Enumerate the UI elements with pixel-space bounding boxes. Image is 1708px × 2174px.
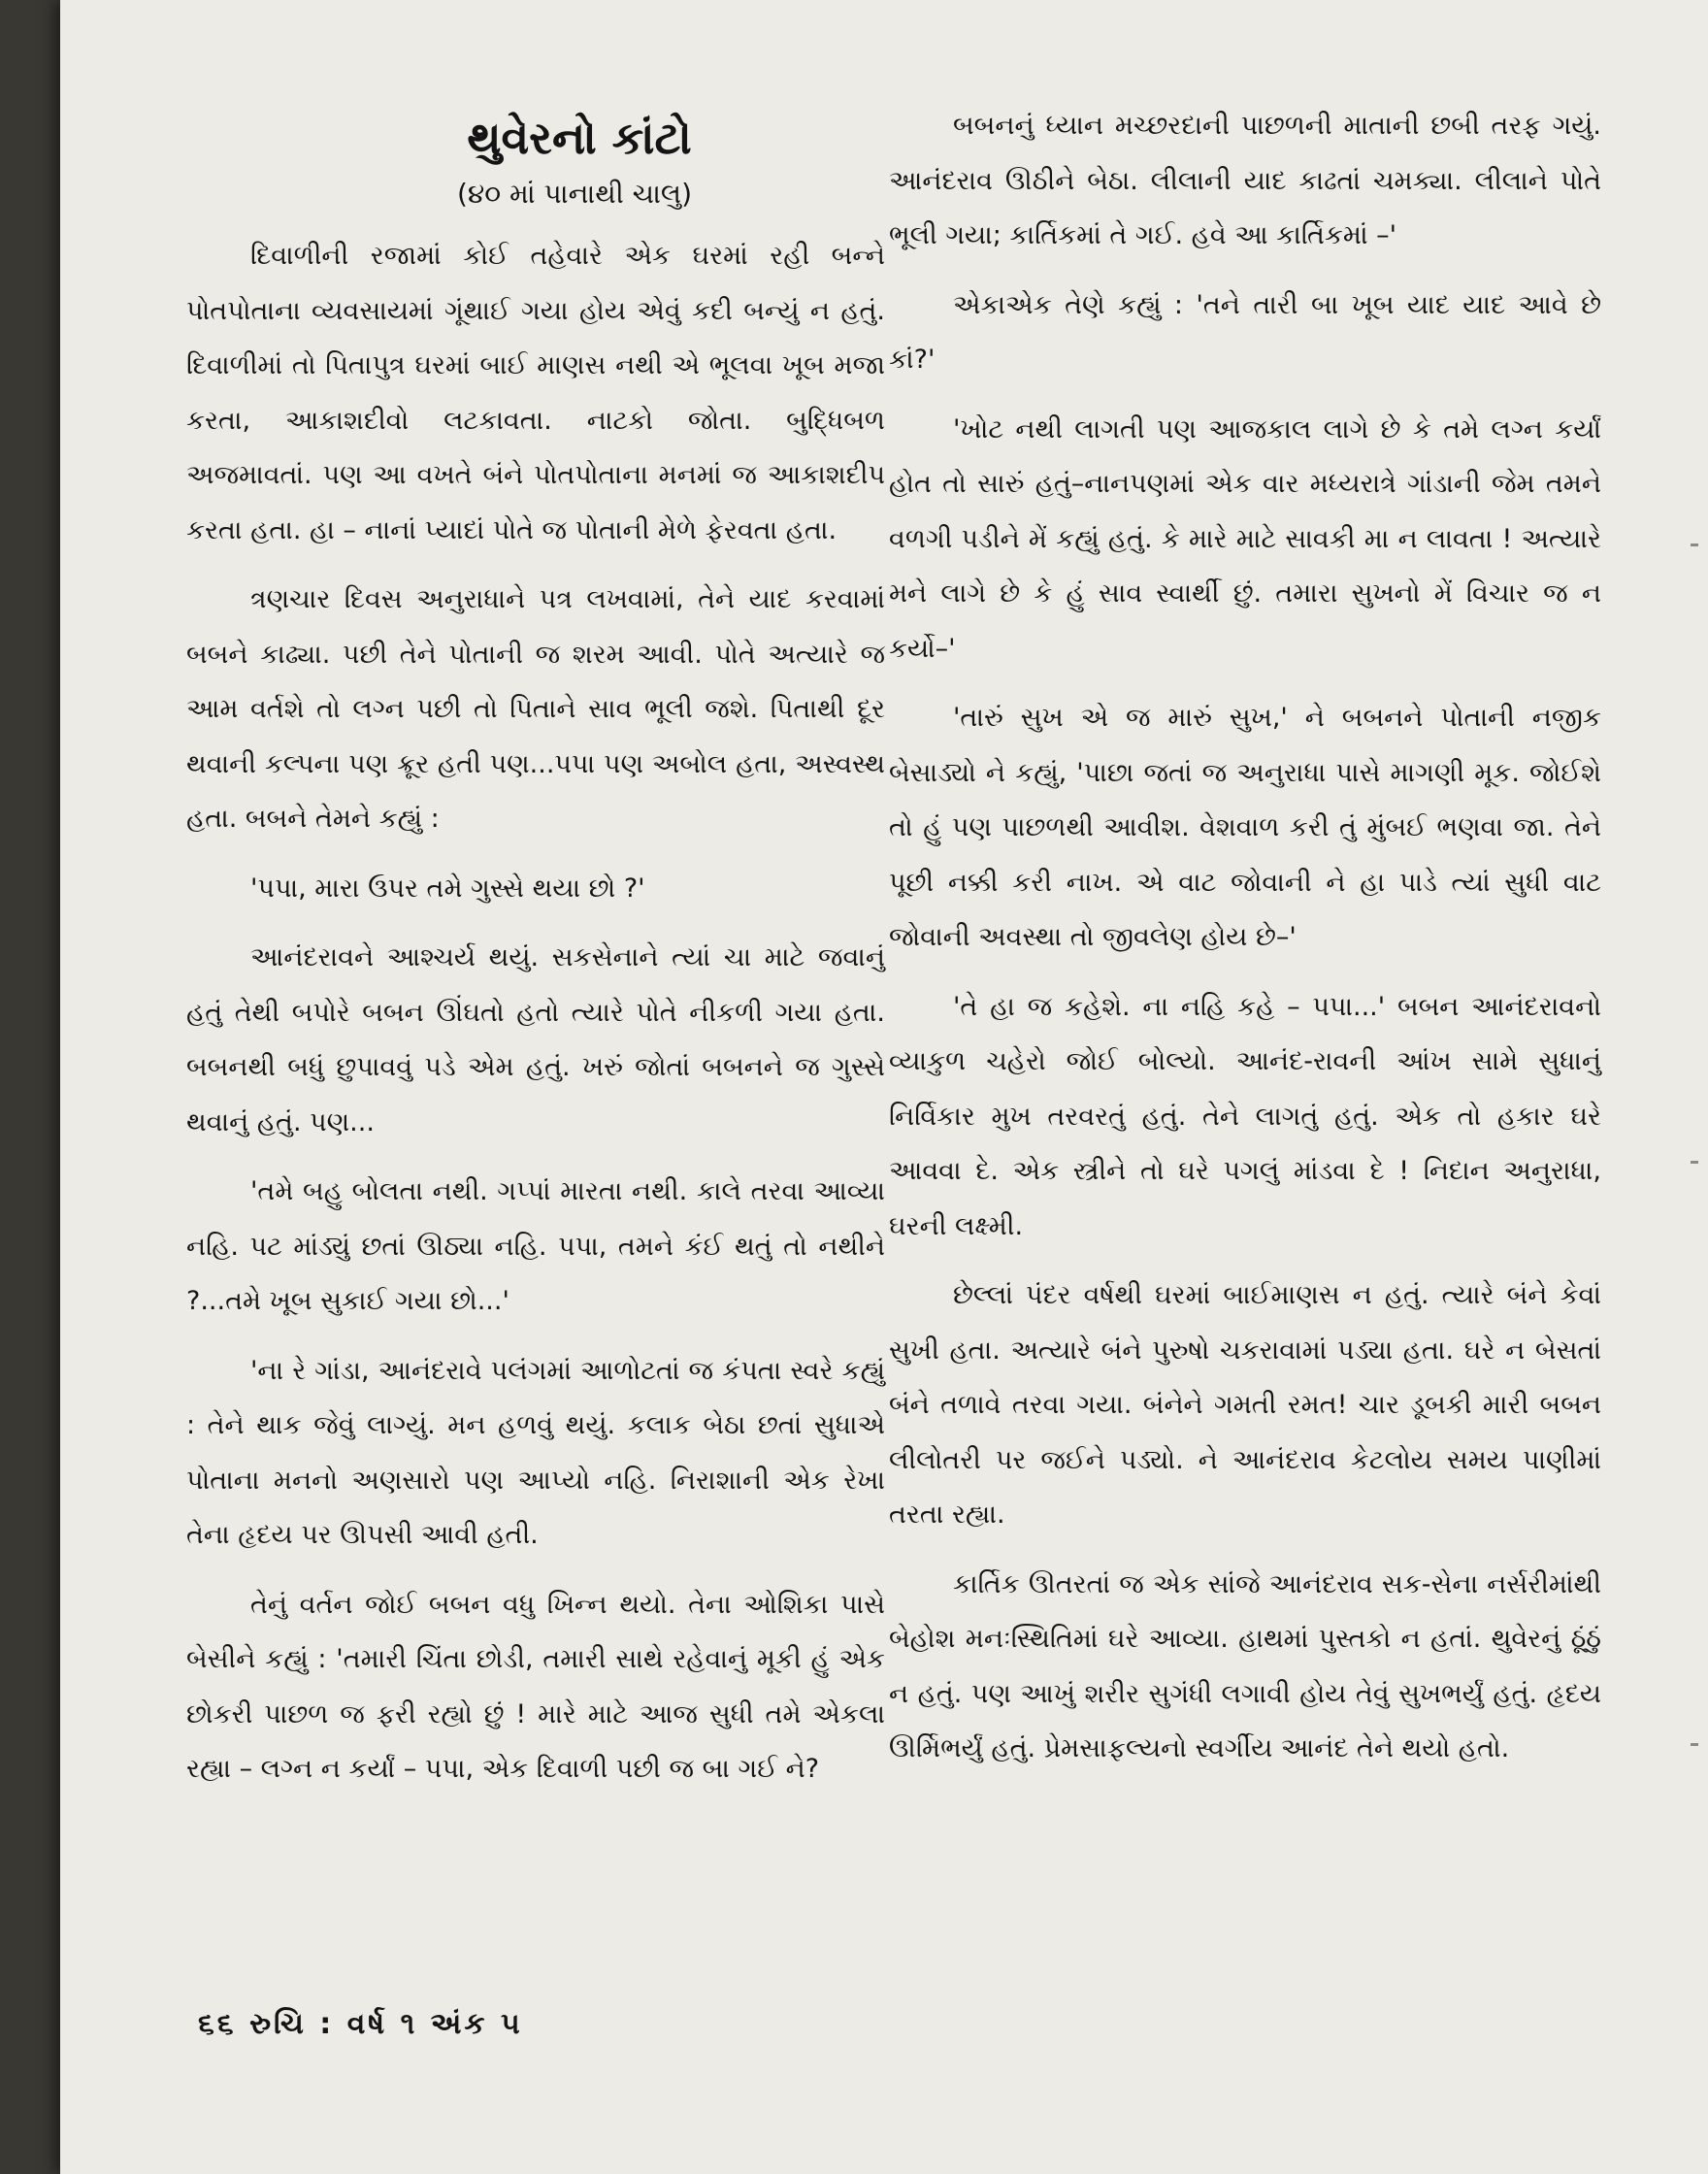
left-paragraph-6: 'ના રે ગાંડા, આનંદરાવે પલંગમાં આળોટતાં જ કંપતા સ્વરે કહ્યું : તેને થાક જેવું લાગ્યું. મન હળવું થયું. કલાક બેઠા છતાં સુધાએ પોતાના મનનો અણસારો પણ આપ્યો નહિ. નિરાશાની એક રેખા તેના હૃદય પર ઊપસી આવી હતી. (186, 1355, 885, 1550)
left-column (186, 109, 885, 1812)
left-paragraph-2: ત્રણચાર દિવસ અનુરાધાને પત્ર લખવામાં, તેને યાદ કરવામાં બબને કાઢ્યા. પછી તેને પોતાની જ શરમ આવી. પોતે અત્યારે જ આમ વર્તશે તો લગ્ન પછી તો પિતાને સાવ ભૂલી જશે. પિતાથી દૂર થવાની કલ્પના પણ ક્રૂર હતી પણ...પપા પણ અબોલ હતા, અસ્વસ્થ હતા. બબને તેમને કહ્યું : (186, 584, 885, 834)
binding-mark (1691, 544, 1698, 546)
left-paragraph-3: 'પપા, મારા ઉપર તમે ગુસ્સે થયા છો ?' (250, 873, 645, 904)
right-paragraph-7: કાર્તિક ઊતરતાં જ એક સાંજે આનંદરાવ સક-સેના નર્સરીમાંથી બેહોશ મનઃસ્થિતિમાં ઘરે આવ્યા. હાથમાં પુસ્તકો ન હતાં. થુવેરનું ઠૂંઠું ન હતું. પણ આખું શરીર સુગંધી લગાવી હોય તેવું સુખભર્યું હતું. હૃદય ઊર્મિભર્યું હતું. પ્રેમસાફલ્યનો સ્વર્ગીય આનંદ તેને થયો હતો. (889, 1568, 1601, 1763)
right-paragraph-3: 'ખોટ નથી લાગતી પણ આજકાલ લાગે છે કે તમે લગ્ન કર્યાં હોત તો સારું હતું–નાનપણમાં એક વાર મધ્યરાત્રે ગાંડાની જેમ તમને વળગી પડીને મેં કહ્યું હતું. કે મારે માટે સાવકી મા ન લાવતા ! અત્યારે મને લાગે છે કે હું સાવ સ્વાર્થી છું. તમારા સુખનો મેં વિચાર જ ન કર્યો–' (889, 413, 1601, 664)
article-subtitle: (૪૦ માં પાનાથી ચાલુ) (456, 178, 693, 210)
left-paragraph-7: તેનું વર્તન જોઈ બબન વધુ ખિન્ન થયો. તેના ઓશિકા પાસે બેસીને કહ્યું : 'તમારી ચિંતા છોડી, તમારી સાથે રહેવાનું મૂકી હું એક છોકરી પાછળ જ ફરી રહ્યો છું ! મારે માટે આજ સુધી તમે એકલા રહ્યા – લગ્ન ન કર્યાં – પપા, એક દિવાળી પછી જ બા ગઈ ને? (186, 1589, 885, 1784)
binding-mark (1691, 1161, 1698, 1164)
left-paragraph-4: આનંદરાવને આશ્ચર્ય થયું. સકસેનાને ત્યાં ચા માટે જવાનું હતું તેથી બપોરે બબન ઊંઘતો હતો ત્યારે પોતે નીકળી ગયા હતા. બબનથી બધું છુપાવવું પડે એમ હતું. ખરું જોતાં બબનને જ ગુસ્સે થવાનું હતું. પણ... (186, 942, 885, 1137)
left-paragraph-5: 'તમે બહુ બોલતા નથી. ગપ્પાં મારતા નથી. કાલે તરવા આવ્યા નહિ. પટ માંડ્યું છતાં ઊઠ્યા નહિ. પપા, તમને કંઈ થતું તો નથીને ?...તમે ખૂબ સુકાઈ ગયા છો...' (186, 1176, 885, 1316)
right-paragraph-5: 'તે હા જ કહેશે. ના નહિ કહે – પપા...' બબન આનંદરાવનો વ્યાકુળ ચહેરો જોઈ બોલ્યો. આનંદ-રાવની આંખ સામે સુધાનું નિર્વિકાર મુખ તરવરતું હતું. તેને લાગતું હતું. એક તો હકાર ઘરે આવવા દે. એક સ્ત્રીને તો ઘરે પગલું માંડવા દે ! નિદાન અનુરાધા, ઘરની લક્ષ્મી. (889, 991, 1601, 1241)
left-paragraph-1: દિવાળીની રજામાં કોઈ તહેવારે એક ઘરમાં રહી બન્ને પોતપોતાના વ્યવસાયમાં ગૂંથાઈ ગયા હોય એવું કદી બન્યું ન હતું. દિવાળીમાં તો પિતાપુત્ર ઘરમાં બાઈ માણસ નથી એ ભૂલવા ખૂબ મજા કરતા, આકાશદીવો લટકાવતા. નાટકો જોતા. બુદ્ધિબળ અજમાવતાં. પણ આ વખતે બંને પોતપોતાના મનમાં જ આકાશદીપ કરતા હતા. હા – નાનાં પ્યાદાં પોતે જ પોતાની મેળે ફેરવતા હતા. (186, 241, 885, 545)
right-paragraph-6: છેલ્લાં પંદર વર્ષથી ઘરમાં બાઈમાણસ ન હતું. ત્યારે બંને કેવાં સુખી હતા. અત્યારે બંને પુરુષો ચકરાવામાં પડ્યા હતા. ઘરે ન બેસતાં બંને તળાવે તરવા ગયા. બંનેને ગમતી રમત! ચાર ડૂબકી મારી બબન લીલોતરી પર જઈને પડ્યો. ને આનંદરાવ કેટલોય સમય પાણીમાં તરતા રહ્યા. (889, 1280, 1601, 1530)
binding-mark (1691, 1743, 1698, 1746)
article-title: થુવેરનો કાંટો (467, 112, 692, 164)
right-paragraph-4: 'તારું સુખ એ જ મારું સુખ,' ને બબનને પોતાની નજીક બેસાડ્યો ને કહ્યું, 'પાછા જતાં જ અનુરાધા પાસે માગણી મૂક. જોઈશે તો હું પણ પાછળથી આવીશ. વેશવાળ કરી તું મુંબઈ ભણવા જા. તેને પૂછી નક્કી કરી નાખ. એ વાટ જોવાની ને હા પાડે ત્યાં સુધી વાટ જોવાની અવસ્થા તો જીવલેણ હોય છે–' (889, 703, 1601, 952)
magazine-page (60, 0, 1708, 2174)
right-paragraph-2: એકાએક તેણે કહ્યું : 'તને તારી બા ખૂબ યાદ યાદ આવે છે કાં?' (889, 289, 1601, 375)
right-column (889, 99, 1601, 1792)
page-footer (198, 2007, 523, 2041)
magazine-issue: રુચિ : વર્ષ ૧ અંક ૫ (249, 2007, 523, 2041)
page-number: ૬૬ (198, 2007, 237, 2041)
right-paragraph-1: બબનનું ધ્યાન મચ્છરદાની પાછળની માતાની છબી તરફ ગયું. આનંદરાવ ઊઠીને બેઠા. લીલાની યાદ કાઢતાં ચમક્યા. લીલાને પોતે ભૂલી ગયા; કાર્તિકમાં તે ગઈ. હવે આ કાર્તિકમાં –' (889, 111, 1601, 250)
